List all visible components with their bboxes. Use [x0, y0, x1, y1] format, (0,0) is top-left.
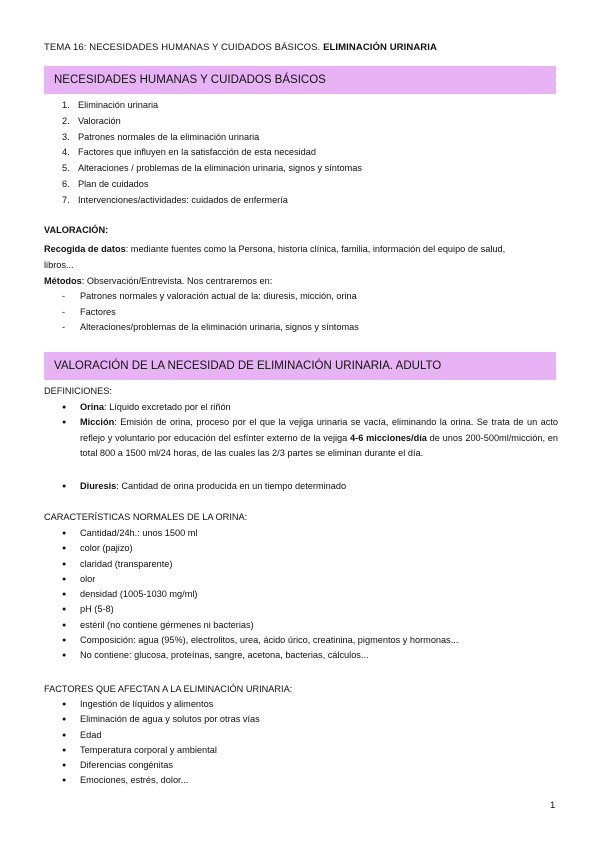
- metodos-line: Métodos: Observación/Entrevista. Nos centraremos en:: [44, 276, 273, 286]
- list-item: 1. Eliminación urinaria: [62, 100, 159, 110]
- list-item: ● Edad: [62, 728, 260, 743]
- list-item: ● No contiene: glucosa, proteínas, sangre, acetona, bacterias, cálculos...: [62, 648, 458, 663]
- factores-list: [62, 697, 260, 789]
- bullet-icon: ●: [62, 746, 67, 754]
- caracteristicas-heading: CARACTERÍSTICAS NORMALES DE LA ORINA:: [44, 512, 248, 522]
- list-item: ● Composición: agua (95%), electrolitos, urea, ácido úrico, creatinina, pigmentos y hormonas...: [62, 633, 458, 648]
- definicion-diuresis: [62, 479, 346, 494]
- list-item: ● claridad (transparente): [62, 557, 458, 572]
- bullet-icon: ●: [62, 762, 67, 770]
- list-item: ● Diferencias congénitas: [62, 758, 260, 773]
- bullet-icon: ●: [62, 560, 67, 568]
- bullet-icon: ●: [62, 701, 67, 708]
- bullet-icon: ●: [62, 621, 67, 629]
- list-item: 6. Plan de cuidados: [62, 178, 149, 189]
- title-prefix: TEMA 16: NECESIDADES HUMANAS Y CUIDADOS BÁSICOS.: [44, 42, 324, 53]
- recogida-line: Recogida de datos: mediante fuentes como la Persona, historia clínica, familia, información del equipo de salud,: [44, 244, 506, 254]
- valoracion-heading: VALORACIÓN:: [44, 225, 109, 235]
- bullet-icon: ●: [62, 716, 67, 724]
- list-item: ● Emociones, estrés, dolor...: [62, 773, 260, 788]
- bullet-icon: ●: [62, 530, 67, 537]
- bullet-icon: ●: [62, 575, 67, 583]
- numbered-list: [62, 98, 362, 209]
- list-item: ● pH (5-8): [62, 602, 458, 617]
- bullet-icon: ●: [62, 419, 67, 426]
- list-item: 2. Valoración: [62, 115, 121, 126]
- bullet-icon: ●: [62, 591, 67, 599]
- bullet-icon: ●: [62, 777, 67, 785]
- bullet-icon: ●: [62, 731, 67, 739]
- list-item: ● Temperatura corporal y ambiental: [62, 743, 260, 758]
- list-item: ● estéril (no contiene gérmenes ni bacterias): [62, 618, 458, 633]
- recogida-line-2: libros...: [44, 260, 74, 270]
- factores-heading: FACTORES QUE AFECTAN A LA ELIMINACIÓN URINARIA:: [44, 684, 293, 694]
- list-item: ● color (pajizo): [62, 541, 458, 556]
- list-item: 7. Intervenciones/actividades: cuidados de enfermería: [62, 194, 288, 205]
- list-item: ● Eliminación de agua y solutos por otras vías: [62, 712, 260, 727]
- list-item: 5. Alteraciones / problemas de la eliminación urinaria, signos y síntomas: [62, 163, 362, 174]
- bullet-icon: ●: [62, 652, 67, 660]
- list-item: ● olor: [62, 572, 458, 587]
- definicion-miccion: ● Micción: Emisión de orina, proceso por el que la vejiga urinaria se vacía, eliminando la orina. Se trata de un acto reflejo y voluntario por educación del esfínter externo de la vejiga 4-6 micciones/día de unos 200-500ml/micción, en total 800 a 1500 ml/24 horas, de las cuales las 2/3 partes se eliminan durante el día.: [62, 417, 558, 459]
- bullet-icon: ●: [62, 483, 67, 490]
- list-item: - Alteraciones/problemas de la eliminación urinaria, signos y síntomas: [62, 322, 359, 332]
- list-item: - Patrones normales y valoración actual de la: diuresis, micción, orina: [62, 291, 357, 301]
- list-item: ● Cantidad/24h.: unos 1500 ml: [62, 526, 458, 541]
- list-item: ● Ingestión de líquidos y alimentos: [62, 697, 260, 712]
- bullet-icon: ●: [62, 606, 67, 614]
- section-heading-necesidades: NECESIDADES HUMANAS Y CUIDADOS BÁSICOS: [44, 66, 556, 94]
- list-item: 3. Patrones normales de la eliminación urinaria: [62, 131, 260, 142]
- bullet-icon: ●: [62, 545, 67, 553]
- page-number: 1: [550, 800, 556, 811]
- definiciones-heading: DEFINICIONES:: [44, 386, 112, 396]
- dash-list: [62, 289, 359, 336]
- bullet-icon: ●: [62, 404, 67, 411]
- title-bold: ELIMINACIÓN URINARIA: [323, 42, 437, 53]
- list-item: ● Orina: Líquido excretado por el riñón: [62, 400, 231, 415]
- caracteristicas-list: [62, 526, 458, 664]
- list-item: ● densidad (1005-1030 mg/ml): [62, 587, 458, 602]
- document-title: [44, 42, 437, 53]
- bullet-icon: ●: [62, 637, 67, 645]
- section-heading-valoracion-adulto: VALORACIÓN DE LA NECESIDAD DE ELIMINACIÓN URINARIA. ADULTO: [44, 352, 556, 380]
- list-item: 4. Factores que influyen en la satisfacción de esta necesidad: [62, 147, 317, 158]
- definicion-orina: [62, 400, 231, 415]
- list-item: - Factores: [62, 306, 116, 317]
- list-item: ● Diuresis: Cantidad de orina producida en un tiempo determinado: [62, 479, 346, 494]
